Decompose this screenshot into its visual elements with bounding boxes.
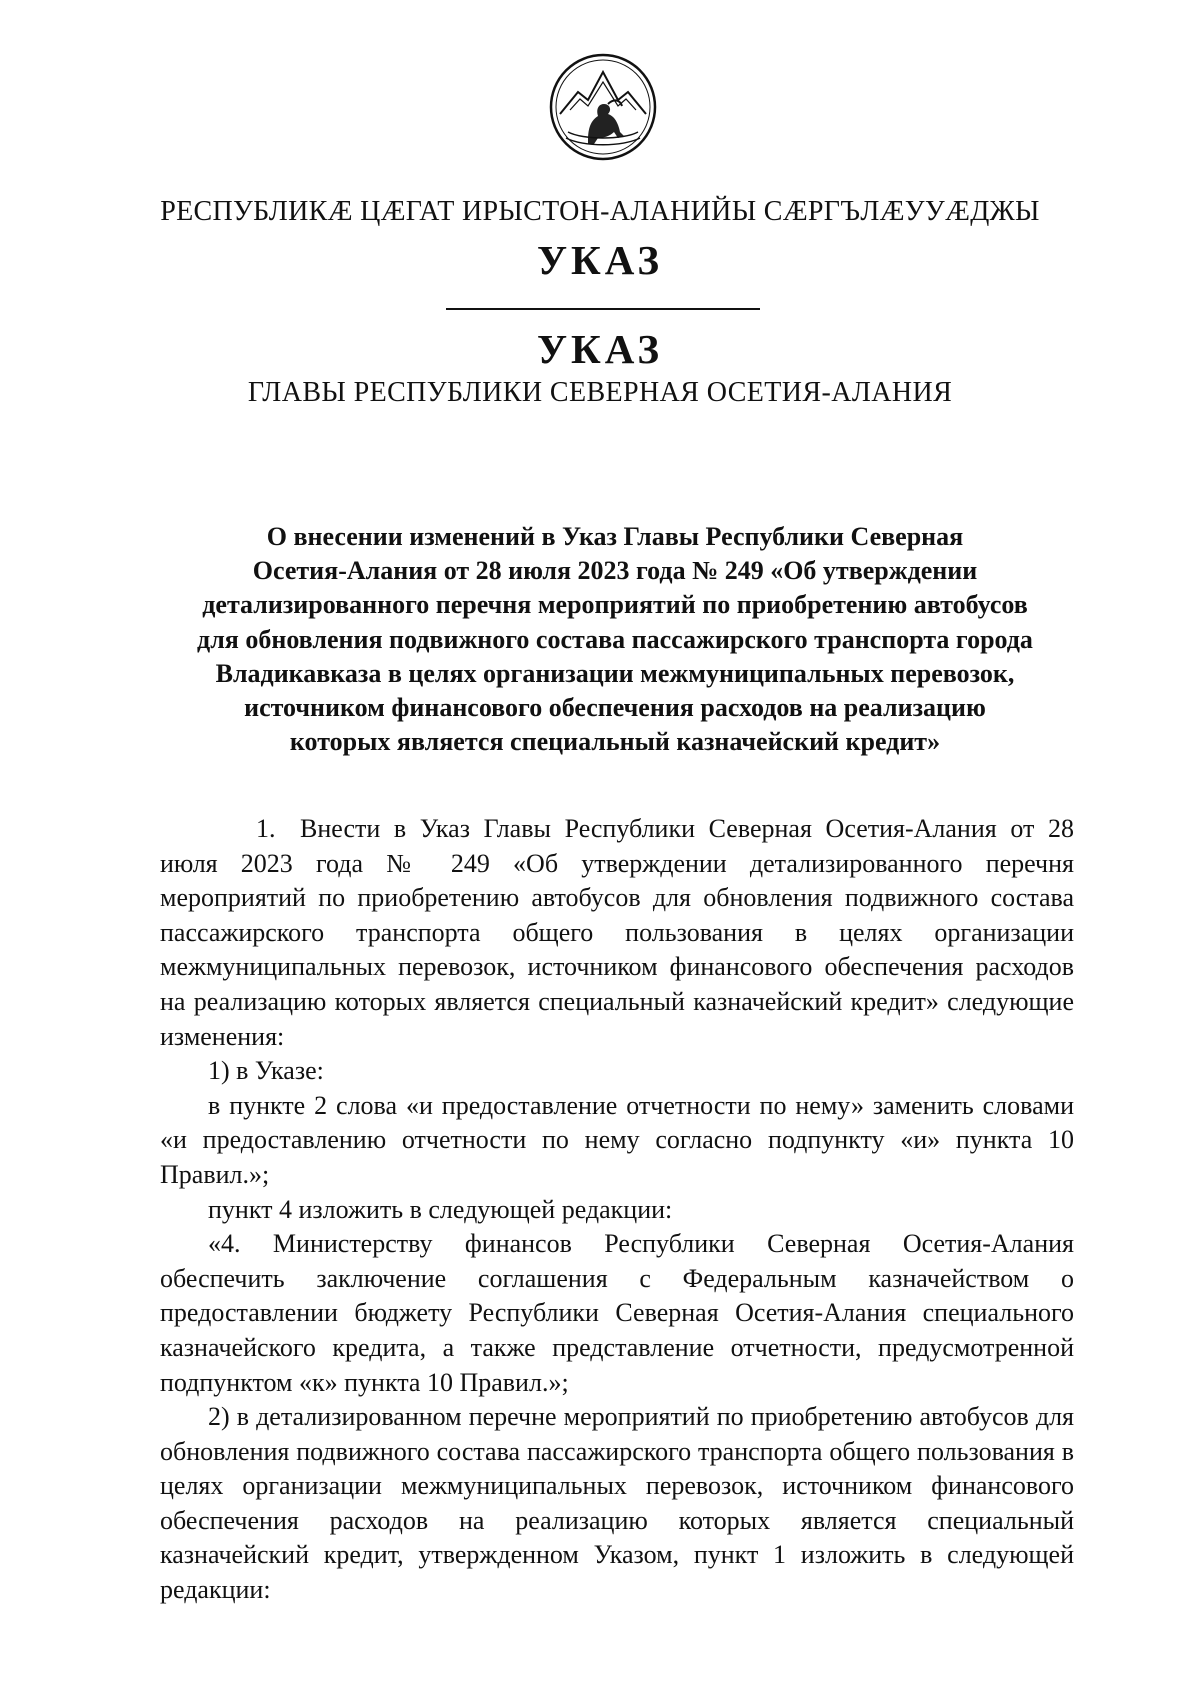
title-line: источником финансового обеспечения расходов на реализацию — [244, 693, 986, 723]
ukaz-russian-heading: УКАЗ — [536, 326, 664, 372]
decree-body — [160, 812, 1074, 1608]
paragraph-point-2-change: в пункте 2 слова «и предоставление отчетности по нему» заменить словами «и предоставлению отчетности по нему согласно подпункту «и» пункта 10 Правил.»; — [160, 1090, 1074, 1189]
title-line: О внесении изменений в Указ Главы Республики Северная — [266, 522, 964, 551]
ukaz-ossetian-heading: УКАЗ — [536, 237, 664, 283]
paragraph-subitem-1: 1) в Указе: — [208, 1056, 324, 1086]
paragraph-subitem-2: 2) в детализированном перечне мероприятий по приобретению автобусов для обновления подвижного состава пассажирского транспорта общего пользования в целях организации межмуниципальных перевозок, источником финансового обеспечения расходов на реализацию которых является специальный казначейский кредит, утвержденном Указом, пункт 1 изложить в следующей редакции: — [160, 1402, 1074, 1605]
coat-of-arms-emblem-icon — [548, 52, 658, 162]
paragraph-point-4-text: «4. Министерству финансов Республики Северная Осетия-Алания обеспечить заключение соглашения с Федеральным казначейством о предоставлении бюджету Республики Северная Осетия-Алания специального казначейского кредита, а также представление отчетности, предусмотренной подпунктом «к» пункта 10 Правил.»; — [160, 1229, 1074, 1397]
title-line: которых является специальный казначейский кредит» — [289, 727, 941, 757]
paragraph-1-number: 1. — [256, 814, 276, 843]
title-line: для обновления подвижного состава пассажирского транспорта города — [197, 624, 1033, 654]
decree-title — [160, 520, 1070, 759]
paragraph-1-text: Внести в Указ Главы Республики Северная Осетия-Алания от 28 июля 2023 года № 249 «Об утверждении детализированного перечня мероприятий по приобретению автобусов для обновления подвижного состава пассажирского транспорта общего пользования в целях организации межмуниципальных перевозок, источником финансового обеспечения расходов на реализацию которых является специальный казначейский кредит» следующие изменения: — [160, 814, 1074, 1051]
paragraph-point-4-intro: пункт 4 изложить в следующей редакции: — [208, 1194, 673, 1224]
ossetian-heading: РЕСПУБЛИКӔ ЦӔГАТ ИРЫСТОН-АЛАНИЙЫ СӔРГЪЛӔУУӔДЖЫ — [160, 196, 1040, 227]
title-line: Осетия-Алания от 28 июля 2023 года № 249 «Об утверждении — [252, 556, 978, 586]
paragraph-1 — [160, 812, 1074, 1054]
heading-divider — [446, 308, 760, 310]
title-line: детализированного перечня мероприятий по приобретению автобусов — [202, 590, 1028, 620]
title-line: Владикавказа в целях организации межмуниципальных перевозок, — [215, 658, 1015, 688]
head-of-republic-heading: ГЛАВЫ РЕСПУБЛИКИ СЕВЕРНАЯ ОСЕТИЯ-АЛАНИЯ — [247, 377, 953, 408]
